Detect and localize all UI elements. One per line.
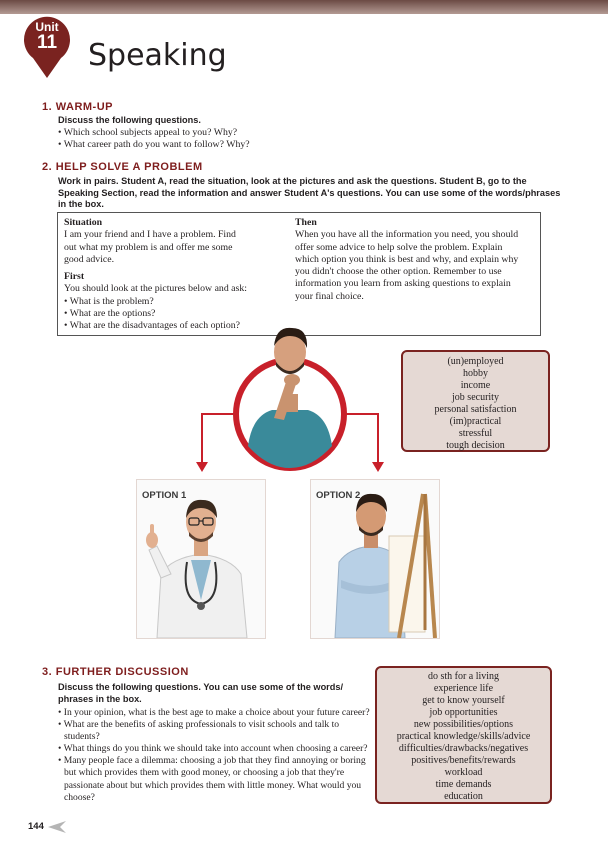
word-item: practical knowledge/skills/advice [396, 731, 531, 742]
word-item: new possibilities/options [413, 719, 514, 730]
top-bar [0, 0, 608, 14]
list-item: but which provides them with good money, or choosing a job that they're [64, 767, 345, 779]
page-arrow-icon [48, 821, 66, 833]
doctor-illustration [137, 480, 265, 638]
word-item: tough decision [446, 440, 505, 451]
word-item: personal satisfaction [434, 404, 517, 415]
option2-photo [310, 479, 440, 639]
word-item: (un)employed [447, 356, 504, 367]
page-title: Speaking [88, 38, 227, 73]
word-item: difficulties/drawbacks/negatives [398, 743, 529, 754]
section2-word-box [401, 350, 550, 452]
word-item: job opportunities [429, 707, 498, 718]
word-item: stressful [458, 428, 493, 439]
list-item: • Which school subjects appeal to you? Why? [58, 127, 238, 138]
word-item: workload [444, 767, 483, 778]
list-item: • What are the benefits of asking professionals to visit schools and talk to [58, 719, 340, 731]
page-number: 144 [28, 821, 44, 832]
word-item: job security [452, 392, 499, 403]
option1-label: OPTION 1 [142, 490, 187, 501]
list-item: students? [64, 731, 100, 743]
word-item: positives/benefits/rewards [411, 755, 516, 766]
unit-number: 11 [36, 32, 58, 53]
word-item: experience life [433, 683, 494, 694]
situation-title: Situation [64, 217, 103, 228]
list-item: • What career path do you want to follow? Why? [58, 139, 250, 151]
word-item: do sth for a living [427, 671, 500, 682]
section3-instruction: Discuss the following questions. You can use some of the words/ phrases in the box. [58, 682, 344, 704]
section3-bullets [58, 707, 370, 804]
unit-label: Unit [35, 20, 59, 34]
word-item: get to know yourself [422, 695, 505, 706]
then-column: Then When you have all the information you need, you should offer some advice to help solve the problem. Explain which option you think is best and why, and explain why you didn't choose the other option. Remember to use information you learn from asking questions to explain your final choice. [295, 217, 519, 302]
list-item: • In your opinion, what is the best age to make a choice about your future career? [58, 707, 370, 718]
list-item: • What things do you think we should take into account when choosing a career? [58, 743, 368, 755]
situation-column: Situation I am your friend and I have a problem. Find out what my problem is and offer me some good advice. First You should look at the pictures below and ask: • What is the problem? • What are the options? • What are the disadvantages of each option? [64, 217, 247, 332]
list-item: choose? [64, 791, 95, 803]
section1-instruction: Discuss the following questions. [58, 115, 201, 125]
section1-heading: 1. WARM-UP [42, 101, 113, 113]
section3-heading: 3. FURTHER DISCUSSION [42, 666, 189, 678]
option1-photo [136, 479, 266, 639]
section3-word-box [375, 666, 552, 804]
painter-illustration [311, 480, 439, 638]
word-item: time demands [435, 779, 492, 790]
section1-bullets [58, 127, 250, 151]
word-item: hobby [463, 368, 488, 379]
option2-label: OPTION 2 [316, 490, 361, 501]
thinking-man-illustration [190, 318, 390, 478]
word-item: income [460, 380, 491, 391]
word-item: education [444, 791, 483, 802]
then-title: Then [295, 217, 317, 228]
list-item: • Many people face a dilemma: choosing a job that they find annoying or boring [58, 755, 366, 767]
word-item: (im)practical [449, 416, 502, 427]
first-title: First [64, 271, 85, 283]
section2-heading: 2. HELP SOLVE A PROBLEM [42, 161, 203, 173]
section2-instruction: Work in pairs. Student A, read the situation, look at the pictures and ask the questions. Student B, go to the Speaking Section, read the information and answer Student A's questions. You can use some of the words/phrases in the box. [58, 176, 561, 209]
list-item: passionate about but which provides them with little money. What would you [64, 779, 362, 791]
